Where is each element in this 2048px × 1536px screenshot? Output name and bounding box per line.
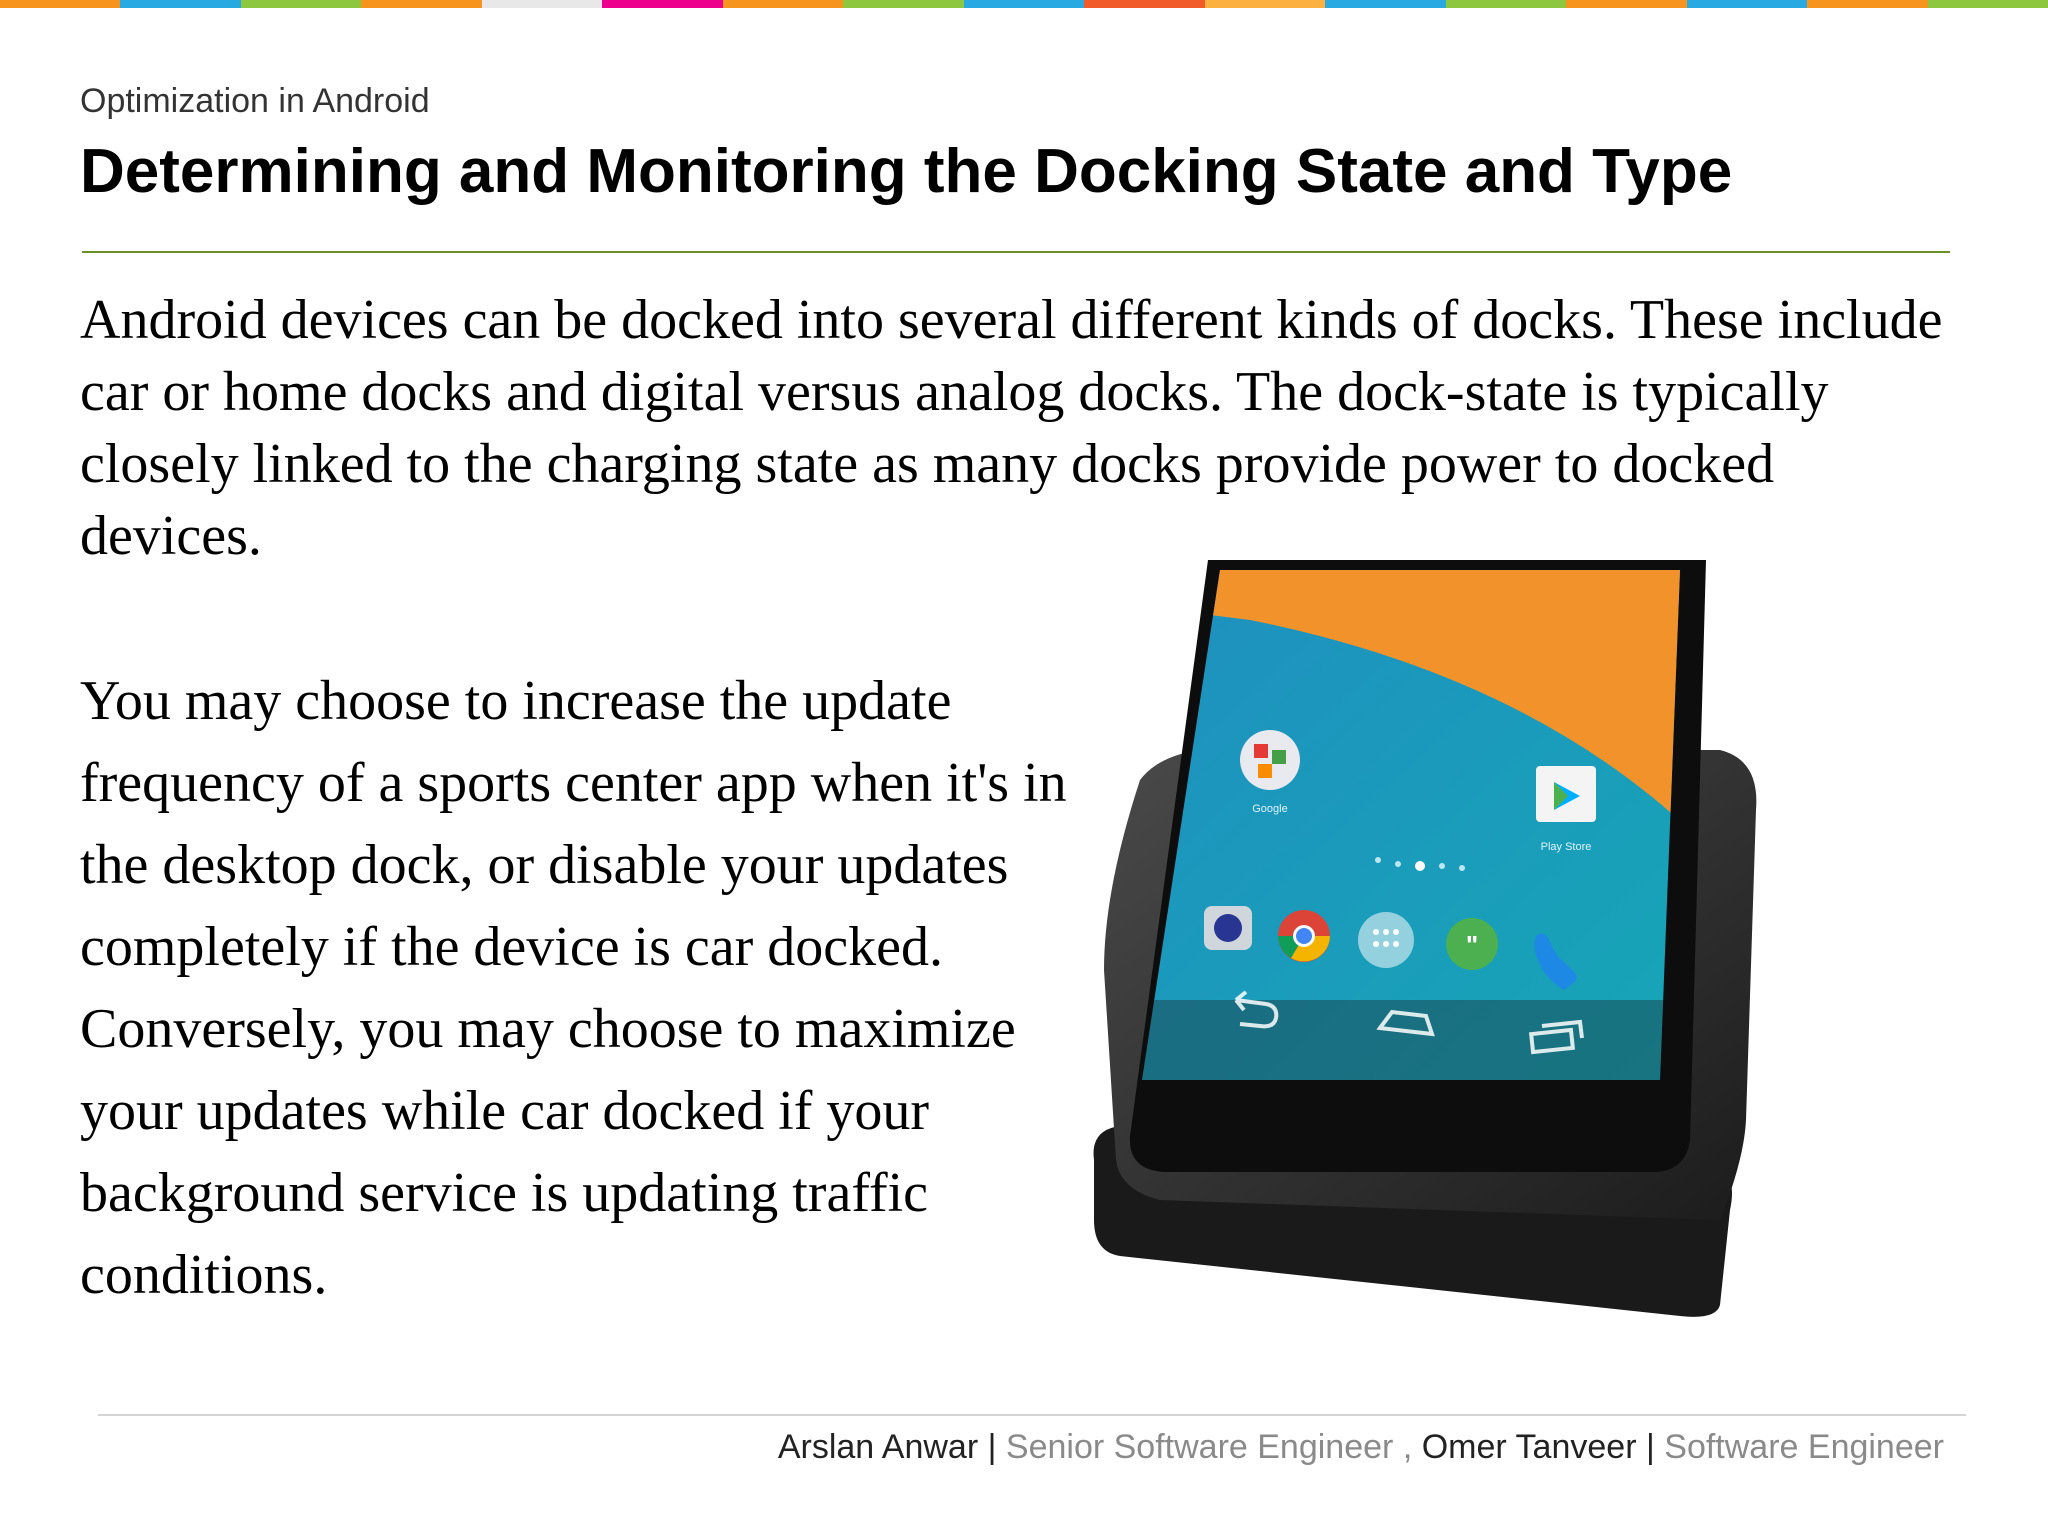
slide-title: Determining and Monitoring the Docking State and Type (80, 137, 1733, 206)
svg-text:": " (1465, 930, 1479, 960)
play-store-icon (1536, 766, 1596, 822)
stripe-segment (964, 0, 1084, 8)
stripe-segment (1928, 0, 2048, 8)
stripe-segment (843, 0, 963, 8)
intro-paragraph: Android devices can be docked into several different kinds of docks. These include car or home docks and digital versus analog docks. The dock-state is typically closely linked to the charging state as many docks provide power to docked devices. (80, 289, 1943, 567)
stripe-segment (1084, 0, 1204, 8)
camera-app-icon (1204, 906, 1252, 950)
stripe-segment (120, 0, 240, 8)
detail-line: Conversely, you may choose to maximize (80, 998, 1016, 1060)
comma-separator: , (1402, 1428, 1413, 1466)
google-app-icon (1240, 730, 1300, 790)
footer-credits (778, 1428, 1944, 1467)
author2-name: Omer Tanveer (1421, 1428, 1637, 1466)
stripe-segment (1446, 0, 1566, 8)
play-store-label: Play Store (1540, 841, 1592, 853)
detail-line: your updates while car docked if your (80, 1080, 930, 1142)
author1-role: Senior Software Engineer (1005, 1428, 1394, 1466)
author1-name: Arslan Anwar (777, 1428, 979, 1466)
stripe-segment (723, 0, 843, 8)
separator: | (1645, 1428, 1655, 1466)
detail-line: frequency of a sports center app when it's in (80, 752, 1067, 814)
stripe-segment (1687, 0, 1807, 8)
stripe-segment (361, 0, 481, 8)
detail-paragraph (80, 660, 1140, 1316)
chrome-app-icon (1278, 910, 1330, 962)
stripe-segment (0, 0, 120, 8)
google-label: Google (1252, 803, 1288, 815)
detail-line: background service is updating traffic (80, 1162, 929, 1224)
phone-screen (1120, 560, 1720, 1100)
phone-dock-image (1080, 560, 1800, 1320)
section-subtitle: Optimization in Android (80, 82, 430, 120)
stripe-segment (1205, 0, 1325, 8)
author2-role: Software Engineer (1664, 1428, 1944, 1466)
detail-line: the desktop dock, or disable your updates (80, 834, 1009, 896)
stripe-segment (241, 0, 361, 8)
app-drawer-icon (1358, 912, 1414, 968)
title-divider (82, 251, 1950, 253)
hangouts-app-icon (1446, 918, 1498, 970)
stripe-segment (1325, 0, 1445, 8)
stripe-segment (1566, 0, 1686, 8)
separator: | (987, 1428, 997, 1466)
top-color-stripe (0, 0, 2048, 8)
detail-line: You may choose to increase the update (80, 670, 952, 732)
stripe-segment (1807, 0, 1927, 8)
footer-divider (98, 1414, 1966, 1416)
stripe-segment (602, 0, 722, 8)
detail-line: conditions. (80, 1244, 328, 1306)
detail-line: completely if the device is car docked. (80, 916, 943, 978)
stripe-segment (482, 0, 602, 8)
